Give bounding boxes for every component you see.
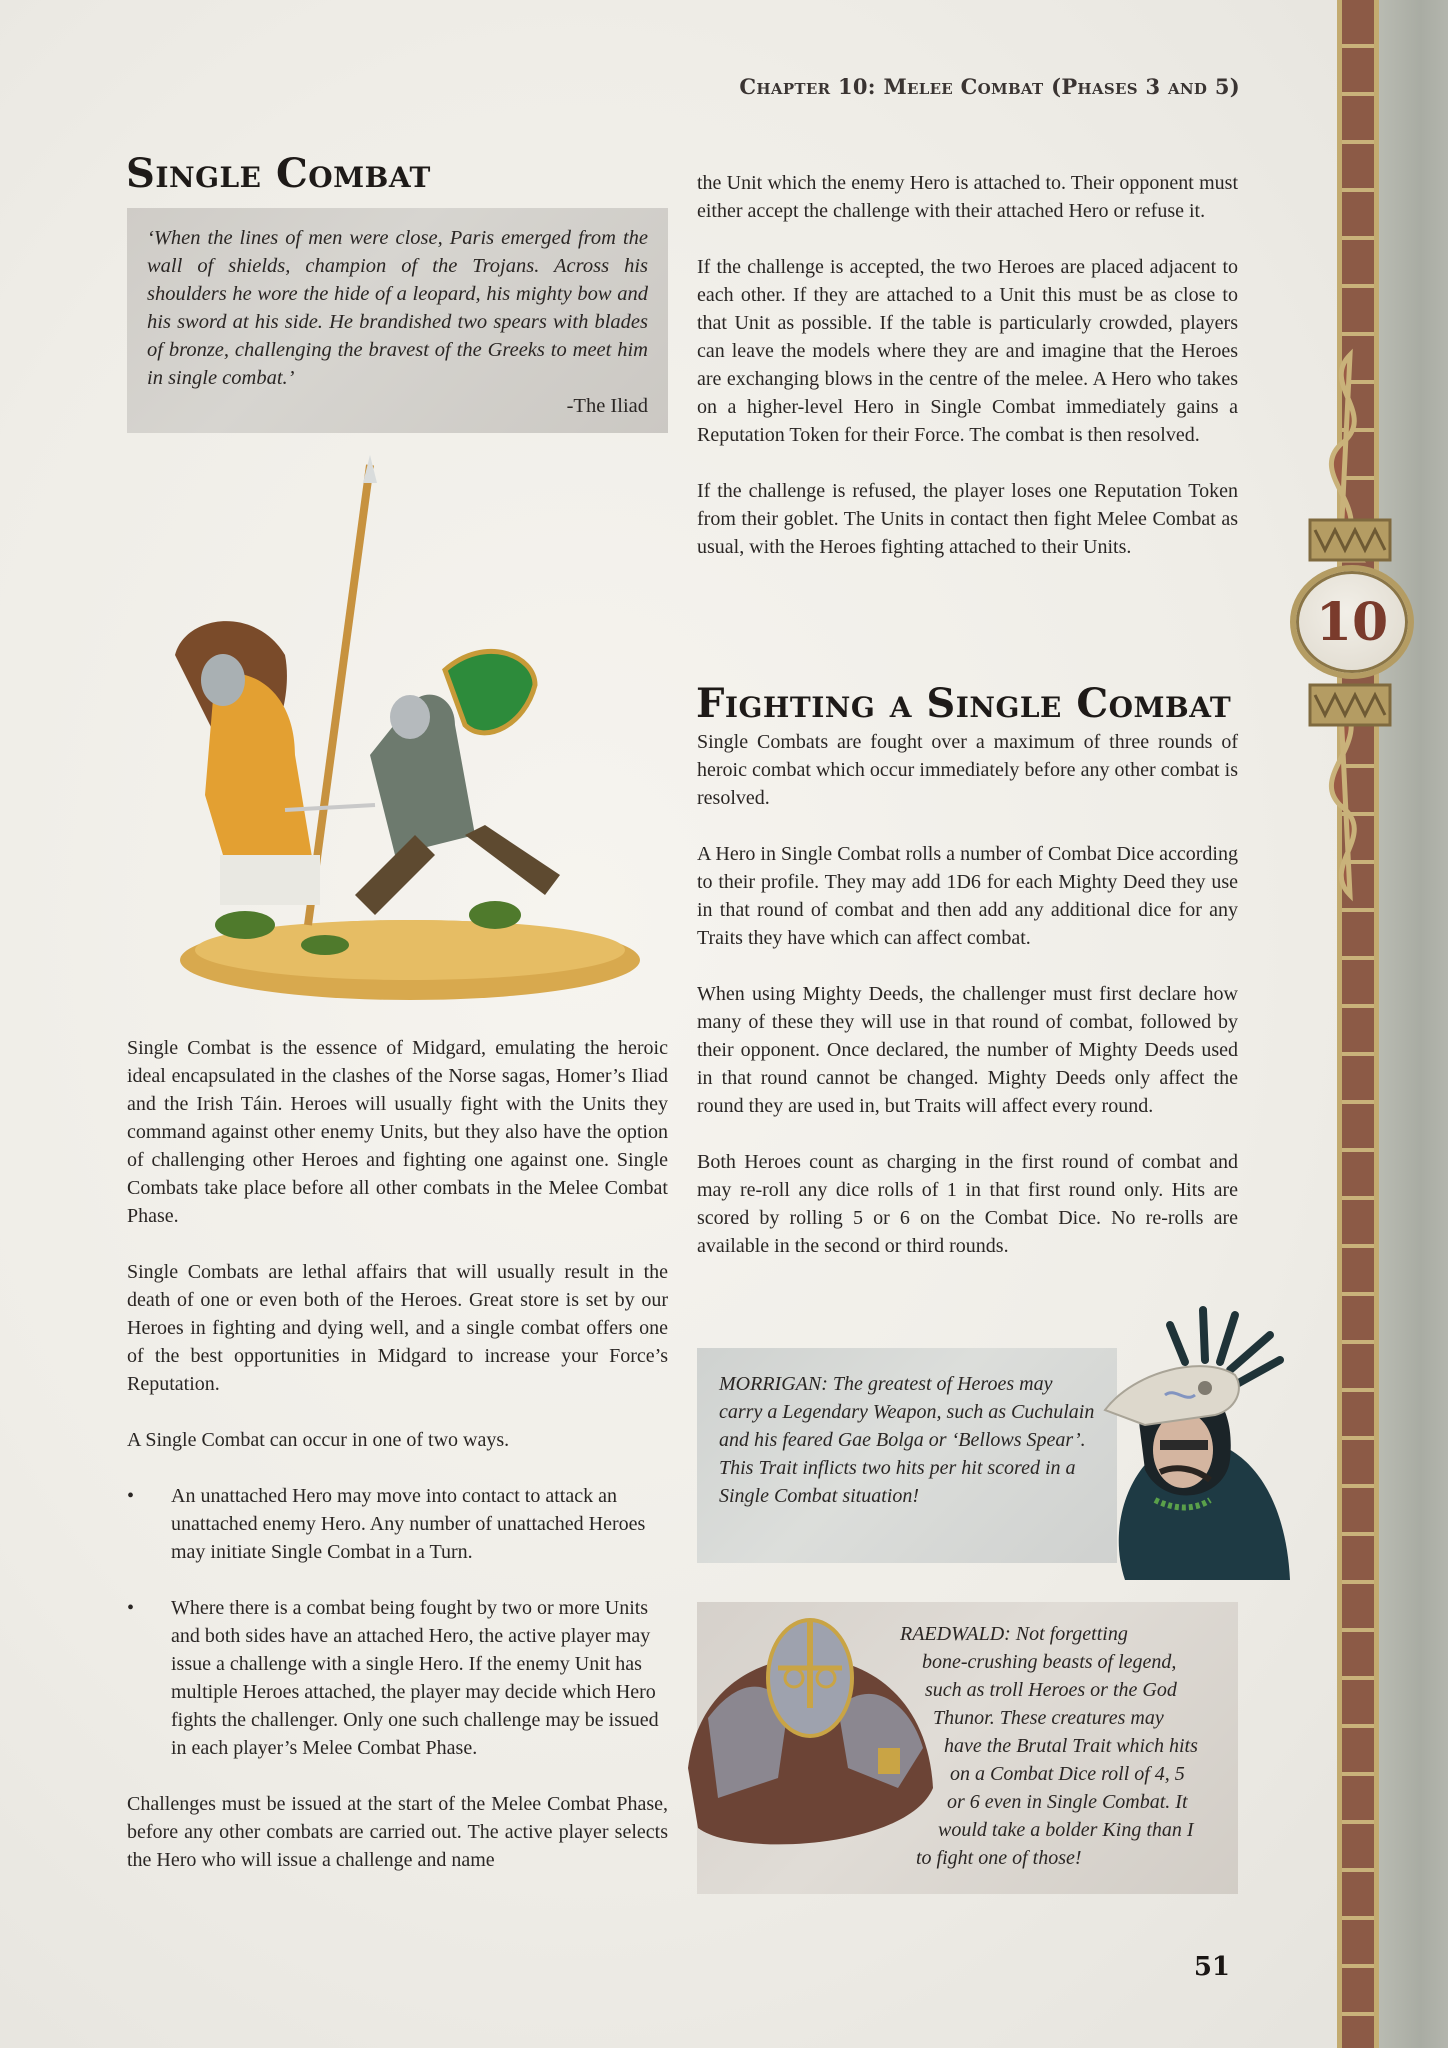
body-paragraph: Both Heroes count as charging in the first round of combat and may re-roll any dice rolls of 1 in that first round only. Hits are scored by rolling 5 or 6 on the Combat Dice. No re-rolls are available in the second or third rounds. — [697, 1151, 1238, 1257]
epigraph-quote-box — [127, 208, 668, 433]
body-paragraph: the Unit which the enemy Hero is attached to. Their opponent must either accept the challenge with their attached Hero or refuse it. — [697, 172, 1238, 222]
right-column-continued — [697, 169, 1238, 589]
raedwald-line: RAEDWALD: Not forgetting — [900, 1623, 1128, 1645]
body-paragraph: A Single Combat can occur in one of two ways. — [127, 1429, 510, 1451]
body-paragraph: If the challenge is refused, the player loses one Reputation Token from their goblet. The Units in contact then fight Melee Combat as usual, with the Heroes fighting attached to their Units. — [697, 480, 1238, 558]
epigraph-attribution: -The Iliad — [566, 395, 648, 417]
raedwald-line: would take a bolder King than I — [938, 1819, 1194, 1841]
right-column-fighting — [697, 728, 1238, 1288]
body-paragraph: Challenges must be issued at the start of the Melee Combat Phase, before any other combats are carried out. The active player selects the Hero who will issue a challenge and name — [127, 1793, 668, 1871]
list-item — [127, 1482, 668, 1566]
miniatures-photo — [165, 455, 655, 1010]
raedwald-line: to fight one of those! — [916, 1847, 1082, 1869]
decorative-border-strip — [1337, 0, 1379, 2048]
raedwald-line: bone-crushing beasts of legend, — [922, 1651, 1177, 1673]
chapter-number-badge: 10 — [1290, 565, 1414, 679]
body-paragraph: A Hero in Single Combat rolls a number of Combat Dice according to their profile. They may add 1D6 for each Mighty Deed they use in that round of combat and then add any additional dice for any Traits they have which can affect combat. — [697, 843, 1238, 949]
body-paragraph: Single Combats are lethal affairs that will usually result in the death of one or even both of the Heroes. Great store is set by our Heroes in fighting and dying well, and a single combat offers one of the best opportunities in Midgard to increase your Force’s Reputation. — [127, 1261, 668, 1395]
raedwald-line: or 6 even in Single Combat. It — [947, 1791, 1188, 1813]
list-item-text: An unattached Hero may move into contact to attack an unattached enemy Hero. Any number of unattached Heroes may initiate Single Combat in a Turn. — [171, 1485, 646, 1563]
page-number: 51 — [1193, 1952, 1230, 1982]
body-paragraph: Single Combats are fought over a maximum of three rounds of heroic combat which occur immediately before any other combat is resolved. — [697, 731, 1238, 809]
raedwald-line: on a Combat Dice roll of 4, 5 — [950, 1763, 1185, 1785]
list-item-text: Where there is a combat being fought by two or more Units and both sides have an attached Hero, the active player may issue a challenge with a single Hero. If the enemy Unit has multiple Heroes attached, the player may decide which Hero fights the challenger. Only one such challenge may be issued in each player’s Melee Combat Phase. — [171, 1597, 659, 1759]
list-item — [127, 1594, 668, 1762]
single-combat-ways-list — [127, 1482, 668, 1762]
bullet-icon: • — [127, 1597, 135, 1619]
outer-page-margin — [1379, 0, 1448, 2048]
raedwald-line: such as troll Heroes or the God — [925, 1679, 1177, 1701]
body-paragraph: When using Mighty Deeds, the challenger must first declare how many of these they will use in that round of combat, followed by their opponent. Once declared, the number of Mighty Deeds used in that round cannot be changed. Mighty Deeds only affect the round they are used in, but Traits will affect every round. — [697, 983, 1238, 1117]
section-title-single-combat: Single Combat — [126, 150, 431, 197]
body-paragraph: Single Combat is the essence of Midgard, emulating the heroic ideal encapsulated in the clashes of the Norse sagas, Homer’s Iliad and the Irish Táin. Heroes will usually fight with the Units they command against other enemy Units, but they also have the option of challenging other Heroes and fighting one against one. Single Combats take place before all other combats in the Melee Combat Phase. — [127, 1037, 668, 1227]
raedwald-line: have the Brutal Trait which hits — [944, 1735, 1198, 1757]
morrigan-sidebar — [697, 1348, 1117, 1563]
body-paragraph: If the challenge is accepted, the two Heroes are placed adjacent to each other. If they are attached to a Unit this must be as close to that Unit as possible. If the table is particularly crowded, players can leave the models where they are and imagine that the Heroes are exchanging blows in the centre of the melee. A Hero who takes on a higher-level Hero in Single Combat immediately gains a Reputation Token for their Force. The combat is then resolved. — [697, 256, 1238, 446]
running-header: Chapter 10: Melee Combat (Phases 3 and 5) — [739, 74, 1240, 99]
morrigan-sidebar-text: MORRIGAN: The greatest of Heroes may carry a Legendary Weapon, such as Cuchulain and his feared Gae Bolga or ‘Bellows Spear’. This Trait inflicts two hits per hit scored in a Single Combat situation! — [719, 1373, 1095, 1507]
epigraph-quote-text: ‘When the lines of men were close, Paris emerged from the wall of shields, champion of the Trojans. Across his shoulders he wore the hide of a leopard, his mighty bow and his sword at his side. He brandished two spears with blades of bronze, challenging the bravest of the Greeks to meet him in single combat.’ — [147, 227, 648, 389]
left-column-body — [127, 1034, 668, 1902]
raedwald-line: Thunor. These creatures may — [933, 1707, 1164, 1729]
section-title-fighting-single-combat: Fighting a Single Combat — [696, 680, 1232, 727]
morrigan-portrait — [1085, 1300, 1300, 1590]
bullet-icon: • — [127, 1485, 135, 1507]
raedwald-sidebar-text — [900, 1620, 1230, 1872]
